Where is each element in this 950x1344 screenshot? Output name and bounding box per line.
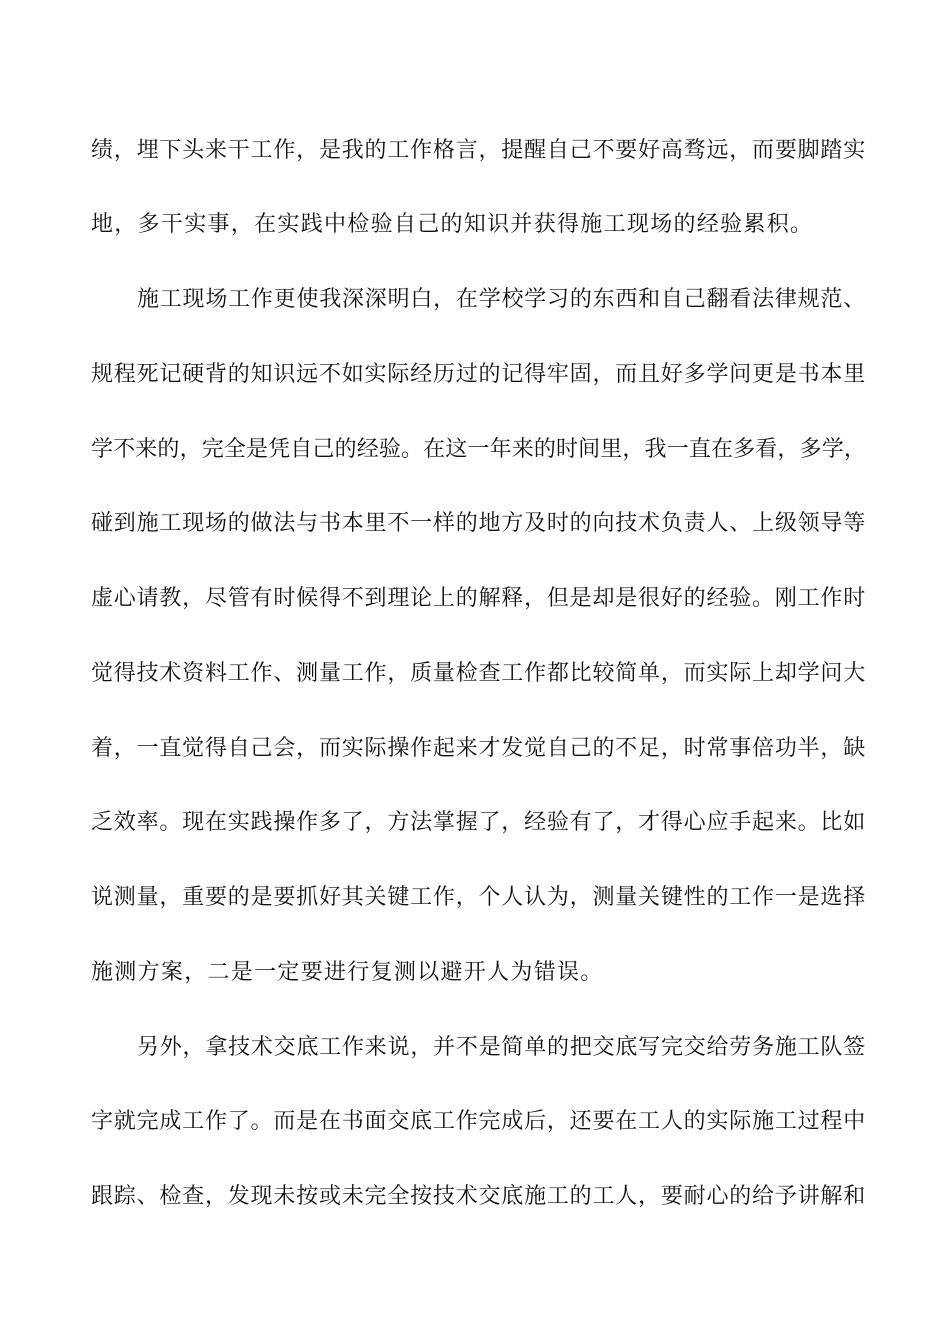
- text-line-content: 学不来的，完全是凭自己的经验。在这一年来的时间里，我一直在多看，多学，: [91, 437, 866, 462]
- text-line: [0, 878, 950, 918]
- text-line-content: 乏效率。现在实践操作多了，方法掌握了，经验有了，才得心应手起来。比如: [91, 810, 866, 835]
- text-line-content: 碰到施工现场的做法与书本里不一样的地方及时的向技术负责人、上级领导等: [91, 511, 866, 536]
- paragraph-start-line: 施工现场工作更使我深深明白，在学校学习的东西和自己翻看法律规范、: [137, 287, 866, 312]
- text-line-content: 跟踪、检查，发现未按或未完全按技术交底施工的工人，要耐心的给予讲解和: [91, 1184, 866, 1209]
- text-line: [0, 729, 950, 769]
- text-line-content: 规程死记硬背的知识远不如实际经历过的记得牢固，而且好多学问更是书本里: [91, 362, 866, 387]
- text-line: [0, 131, 950, 171]
- text-line-content: 觉得技术资料工作、测量工作，质量检查工作都比较简单，而实际上却学问大: [91, 661, 866, 686]
- text-line: [0, 579, 950, 619]
- text-line-content: 施测方案，二是一定要进行复测以避开人为错误。: [91, 960, 604, 985]
- text-line-content: 绩，埋下头来干工作，是我的工作格言，提醒自己不要好高骛远，而要脚踏实: [91, 138, 866, 163]
- text-line: [0, 504, 950, 544]
- text-line: [0, 1102, 950, 1142]
- text-line: [0, 953, 950, 993]
- text-line: [0, 205, 950, 245]
- text-line: [0, 803, 950, 843]
- text-line: [0, 1028, 950, 1068]
- paragraph-start-line: 另外，拿技术交底工作来说，并不是简单的把交底写完交给劳务施工队签: [137, 1035, 866, 1060]
- text-line: [0, 280, 950, 320]
- text-line-content: 着，一直觉得自己会，而实际操作起来才发觉自己的不足，时常事倍功半，缺: [91, 736, 866, 761]
- text-line: [0, 355, 950, 395]
- text-line-content: 虚心请教，尽管有时候得不到理论上的解释，但是却是很好的经验。刚工作时: [91, 586, 866, 611]
- text-line-content: 字就完成工作了。而是在书面交底工作完成后，还要在工人的实际施工过程中: [91, 1109, 866, 1134]
- text-line: [0, 1177, 950, 1217]
- text-line-content: 说测量，重要的是要抓好其关键工作，个人认为，测量关键性的工作一是选择: [91, 885, 866, 910]
- text-line-content: 地，多干实事，在实践中检验自己的知识并获得施工现场的经验累积。: [91, 212, 814, 237]
- text-line: [0, 654, 950, 694]
- text-line: [0, 430, 950, 470]
